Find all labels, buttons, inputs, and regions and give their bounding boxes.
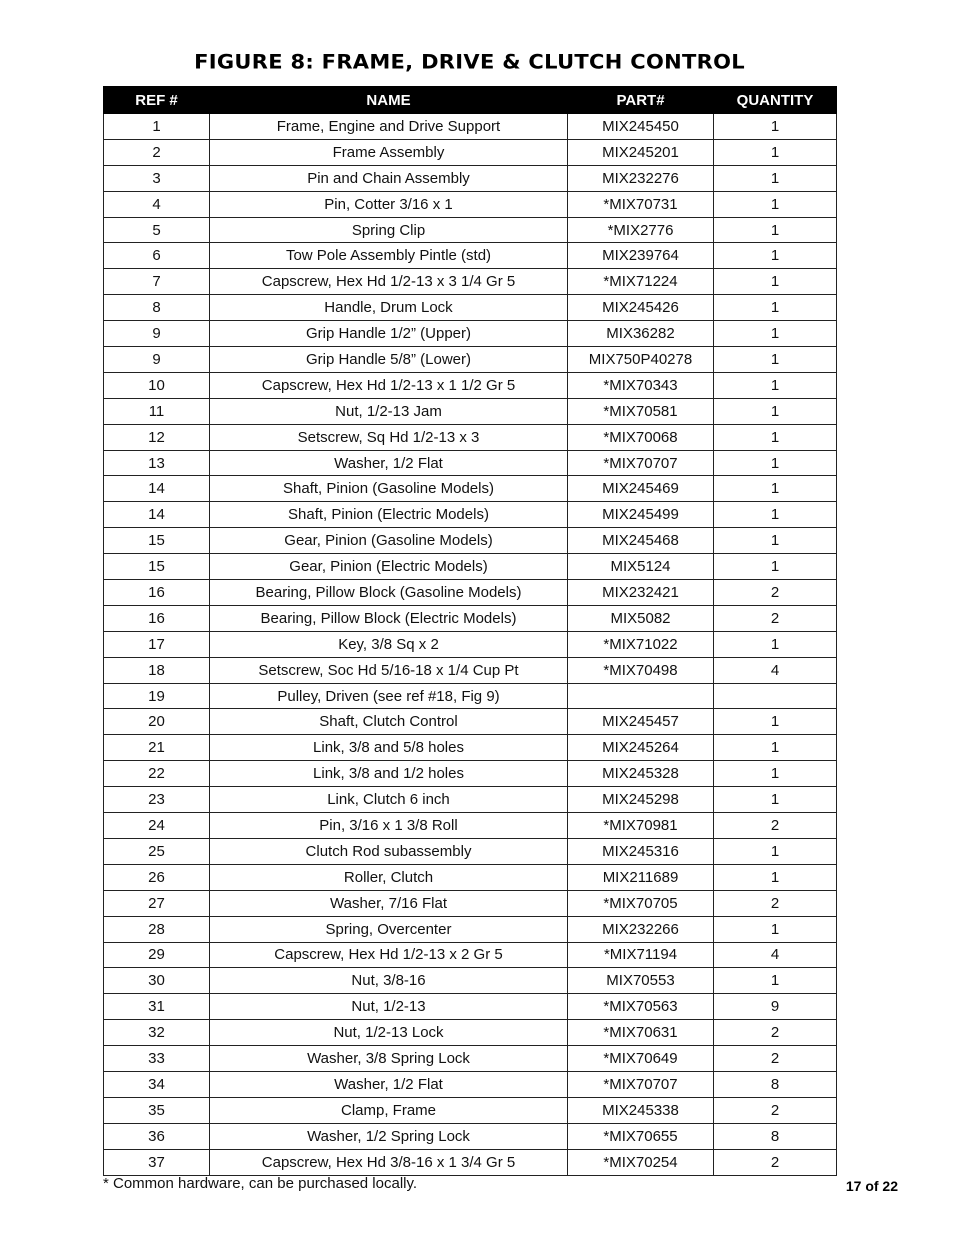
quantity-cell: 1 [714, 295, 837, 321]
name-cell: Gear, Pinion (Electric Models) [210, 554, 568, 580]
table-body [104, 114, 837, 1176]
part-number-cell: *MIX71194 [568, 942, 714, 968]
ref-cell: 31 [104, 994, 210, 1020]
table-row [104, 450, 837, 476]
table-row [104, 269, 837, 295]
part-number-cell: MIX245264 [568, 735, 714, 761]
table-row [104, 968, 837, 994]
quantity-cell: 1 [714, 217, 837, 243]
table-row [104, 424, 837, 450]
quantity-cell: 2 [714, 813, 837, 839]
quantity-cell: 1 [714, 761, 837, 787]
part-number-cell: *MIX70707 [568, 450, 714, 476]
name-cell: Spring Clip [210, 217, 568, 243]
part-number-cell: *MIX70343 [568, 372, 714, 398]
ref-cell: 16 [104, 605, 210, 631]
ref-cell: 5 [104, 217, 210, 243]
name-cell: Nut, 1/2-13 Jam [210, 398, 568, 424]
table-row [104, 139, 837, 165]
quantity-cell: 1 [714, 372, 837, 398]
part-number-cell: *MIX70707 [568, 1071, 714, 1097]
table-row [104, 528, 837, 554]
page-number: 17 of 22 [845, 1178, 898, 1194]
quantity-cell: 1 [714, 787, 837, 813]
table-row [104, 243, 837, 269]
quantity-cell: 2 [714, 1149, 837, 1175]
quantity-cell: 1 [714, 476, 837, 502]
ref-cell: 6 [104, 243, 210, 269]
table-header [104, 87, 837, 114]
table-row [104, 657, 837, 683]
part-number-cell: MIX239764 [568, 243, 714, 269]
table-row [104, 1020, 837, 1046]
ref-cell: 19 [104, 683, 210, 709]
name-cell: Pin and Chain Assembly [210, 165, 568, 191]
ref-cell: 15 [104, 528, 210, 554]
ref-cell: 26 [104, 864, 210, 890]
quantity-cell: 1 [714, 424, 837, 450]
name-cell: Pin, Cotter 3/16 x 1 [210, 191, 568, 217]
ref-cell: 1 [104, 114, 210, 140]
name-cell: Pin, 3/16 x 1 3/8 Roll [210, 813, 568, 839]
table-row [104, 709, 837, 735]
name-cell: Setscrew, Sq Hd 1/2-13 x 3 [210, 424, 568, 450]
name-cell: Roller, Clutch [210, 864, 568, 890]
ref-cell: 10 [104, 372, 210, 398]
ref-cell: 8 [104, 295, 210, 321]
name-cell: Capscrew, Hex Hd 1/2-13 x 2 Gr 5 [210, 942, 568, 968]
ref-cell: 35 [104, 1097, 210, 1123]
name-cell: Gear, Pinion (Gasoline Models) [210, 528, 568, 554]
name-cell: Capscrew, Hex Hd 3/8-16 x 1 3/4 Gr 5 [210, 1149, 568, 1175]
ref-cell: 16 [104, 580, 210, 606]
table-row [104, 605, 837, 631]
part-number-cell: *MIX70649 [568, 1046, 714, 1072]
name-cell: Nut, 3/8-16 [210, 968, 568, 994]
table-row [104, 683, 837, 709]
name-cell: Link, Clutch 6 inch [210, 787, 568, 813]
part-number-cell: MIX36282 [568, 321, 714, 347]
quantity-cell: 2 [714, 890, 837, 916]
table-row [104, 295, 837, 321]
table-row [104, 916, 837, 942]
name-cell: Grip Handle 1/2” (Upper) [210, 321, 568, 347]
name-cell: Link, 3/8 and 1/2 holes [210, 761, 568, 787]
table-row [104, 347, 837, 373]
name-cell: Frame, Engine and Drive Support [210, 114, 568, 140]
table-row [104, 1123, 837, 1149]
part-number-cell: *MIX2776 [568, 217, 714, 243]
quantity-cell: 1 [714, 735, 837, 761]
name-cell: Link, 3/8 and 5/8 holes [210, 735, 568, 761]
table-row [104, 864, 837, 890]
ref-cell: 17 [104, 631, 210, 657]
ref-cell: 14 [104, 476, 210, 502]
table-row [104, 114, 837, 140]
quantity-cell: 1 [714, 528, 837, 554]
name-cell: Pulley, Driven (see ref #18, Fig 9) [210, 683, 568, 709]
quantity-cell: 4 [714, 942, 837, 968]
table-row [104, 554, 837, 580]
quantity-cell: 2 [714, 1046, 837, 1072]
table-row [104, 787, 837, 813]
table-row [104, 942, 837, 968]
name-cell: Nut, 1/2-13 Lock [210, 1020, 568, 1046]
name-cell: Capscrew, Hex Hd 1/2-13 x 1 1/2 Gr 5 [210, 372, 568, 398]
ref-cell: 23 [104, 787, 210, 813]
part-number-cell: MIX245469 [568, 476, 714, 502]
part-number-cell: *MIX70981 [568, 813, 714, 839]
name-cell: Tow Pole Assembly Pintle (std) [210, 243, 568, 269]
part-number-cell: *MIX71224 [568, 269, 714, 295]
name-cell: Capscrew, Hex Hd 1/2-13 x 3 1/4 Gr 5 [210, 269, 568, 295]
column-header-quantity: QUANTITY [714, 87, 837, 114]
ref-cell: 11 [104, 398, 210, 424]
name-cell: Shaft, Pinion (Electric Models) [210, 502, 568, 528]
quantity-cell: 1 [714, 139, 837, 165]
part-number-cell: MIX232276 [568, 165, 714, 191]
name-cell: Washer, 1/2 Spring Lock [210, 1123, 568, 1149]
ref-cell: 32 [104, 1020, 210, 1046]
table-row [104, 165, 837, 191]
name-cell: Clamp, Frame [210, 1097, 568, 1123]
name-cell: Setscrew, Soc Hd 5/16-18 x 1/4 Cup Pt [210, 657, 568, 683]
ref-cell: 33 [104, 1046, 210, 1072]
quantity-cell: 1 [714, 450, 837, 476]
ref-cell: 20 [104, 709, 210, 735]
quantity-cell: 1 [714, 968, 837, 994]
table-row [104, 890, 837, 916]
ref-cell: 30 [104, 968, 210, 994]
quantity-cell: 1 [714, 165, 837, 191]
name-cell: Handle, Drum Lock [210, 295, 568, 321]
table-row [104, 1046, 837, 1072]
part-number-cell: *MIX70581 [568, 398, 714, 424]
name-cell: Washer, 7/16 Flat [210, 890, 568, 916]
quantity-cell: 1 [714, 243, 837, 269]
table-row [104, 580, 837, 606]
part-number-cell [568, 683, 714, 709]
table-row [104, 631, 837, 657]
quantity-cell: 2 [714, 605, 837, 631]
quantity-cell: 8 [714, 1123, 837, 1149]
quantity-cell: 1 [714, 347, 837, 373]
table-row [104, 735, 837, 761]
name-cell: Nut, 1/2-13 [210, 994, 568, 1020]
table-row [104, 813, 837, 839]
part-number-cell: MIX245457 [568, 709, 714, 735]
part-number-cell: MIX5124 [568, 554, 714, 580]
table-row [104, 398, 837, 424]
quantity-cell: 1 [714, 554, 837, 580]
ref-cell: 25 [104, 838, 210, 864]
part-number-cell: *MIX70254 [568, 1149, 714, 1175]
part-number-cell: MIX245468 [568, 528, 714, 554]
ref-cell: 12 [104, 424, 210, 450]
name-cell: Washer, 3/8 Spring Lock [210, 1046, 568, 1072]
part-number-cell: MIX245450 [568, 114, 714, 140]
name-cell: Clutch Rod subassembly [210, 838, 568, 864]
ref-cell: 37 [104, 1149, 210, 1175]
part-number-cell: MIX211689 [568, 864, 714, 890]
quantity-cell: 4 [714, 657, 837, 683]
ref-cell: 14 [104, 502, 210, 528]
table-row [104, 1149, 837, 1175]
ref-cell: 3 [104, 165, 210, 191]
ref-cell: 9 [104, 347, 210, 373]
name-cell: Washer, 1/2 Flat [210, 1071, 568, 1097]
quantity-cell: 1 [714, 269, 837, 295]
table-row [104, 838, 837, 864]
part-number-cell: MIX245338 [568, 1097, 714, 1123]
column-header-name: NAME [210, 87, 568, 114]
ref-cell: 9 [104, 321, 210, 347]
part-number-cell: *MIX70655 [568, 1123, 714, 1149]
part-number-cell: *MIX70068 [568, 424, 714, 450]
part-number-cell: MIX245426 [568, 295, 714, 321]
name-cell: Frame Assembly [210, 139, 568, 165]
name-cell: Washer, 1/2 Flat [210, 450, 568, 476]
name-cell: Shaft, Clutch Control [210, 709, 568, 735]
footnote: * Common hardware, can be purchased locally. [103, 1175, 418, 1192]
name-cell: Shaft, Pinion (Gasoline Models) [210, 476, 568, 502]
name-cell: Grip Handle 5/8” (Lower) [210, 347, 568, 373]
table-row [104, 1097, 837, 1123]
quantity-cell [714, 683, 837, 709]
table-row [104, 502, 837, 528]
page-title: FIGURE 8: FRAME, DRIVE & CLUTCH CONTROL [194, 50, 745, 74]
part-number-cell: *MIX70705 [568, 890, 714, 916]
ref-cell: 24 [104, 813, 210, 839]
part-number-cell: MIX245298 [568, 787, 714, 813]
parts-table [103, 86, 837, 1176]
column-header-part: PART# [568, 87, 714, 114]
ref-cell: 36 [104, 1123, 210, 1149]
quantity-cell: 1 [714, 502, 837, 528]
table-row [104, 217, 837, 243]
ref-cell: 21 [104, 735, 210, 761]
quantity-cell: 1 [714, 321, 837, 347]
quantity-cell: 1 [714, 114, 837, 140]
ref-cell: 28 [104, 916, 210, 942]
part-number-cell: MIX245328 [568, 761, 714, 787]
table-row [104, 321, 837, 347]
part-number-cell: MIX70553 [568, 968, 714, 994]
ref-cell: 29 [104, 942, 210, 968]
name-cell: Bearing, Pillow Block (Gasoline Models) [210, 580, 568, 606]
quantity-cell: 1 [714, 838, 837, 864]
part-number-cell: *MIX70563 [568, 994, 714, 1020]
part-number-cell: MIX232266 [568, 916, 714, 942]
table-row [104, 191, 837, 217]
table-row [104, 372, 837, 398]
ref-cell: 22 [104, 761, 210, 787]
ref-cell: 18 [104, 657, 210, 683]
name-cell: Key, 3/8 Sq x 2 [210, 631, 568, 657]
table-row [104, 476, 837, 502]
part-number-cell: *MIX71022 [568, 631, 714, 657]
part-number-cell: MIX245201 [568, 139, 714, 165]
quantity-cell: 1 [714, 398, 837, 424]
quantity-cell: 2 [714, 580, 837, 606]
part-number-cell: *MIX70498 [568, 657, 714, 683]
name-cell: Spring, Overcenter [210, 916, 568, 942]
name-cell: Bearing, Pillow Block (Electric Models) [210, 605, 568, 631]
ref-cell: 4 [104, 191, 210, 217]
column-header-ref: REF # [104, 87, 210, 114]
quantity-cell: 1 [714, 864, 837, 890]
ref-cell: 15 [104, 554, 210, 580]
quantity-cell: 1 [714, 709, 837, 735]
quantity-cell: 8 [714, 1071, 837, 1097]
quantity-cell: 1 [714, 191, 837, 217]
part-number-cell: *MIX70631 [568, 1020, 714, 1046]
table-row [104, 994, 837, 1020]
quantity-cell: 2 [714, 1020, 837, 1046]
ref-cell: 2 [104, 139, 210, 165]
ref-cell: 13 [104, 450, 210, 476]
part-number-cell: MIX750P40278 [568, 347, 714, 373]
part-number-cell: MIX5082 [568, 605, 714, 631]
table-row [104, 761, 837, 787]
ref-cell: 27 [104, 890, 210, 916]
quantity-cell: 9 [714, 994, 837, 1020]
ref-cell: 34 [104, 1071, 210, 1097]
part-number-cell: *MIX70731 [568, 191, 714, 217]
table-row [104, 1071, 837, 1097]
part-number-cell: MIX245316 [568, 838, 714, 864]
quantity-cell: 1 [714, 631, 837, 657]
quantity-cell: 2 [714, 1097, 837, 1123]
quantity-cell: 1 [714, 916, 837, 942]
part-number-cell: MIX232421 [568, 580, 714, 606]
ref-cell: 7 [104, 269, 210, 295]
part-number-cell: MIX245499 [568, 502, 714, 528]
